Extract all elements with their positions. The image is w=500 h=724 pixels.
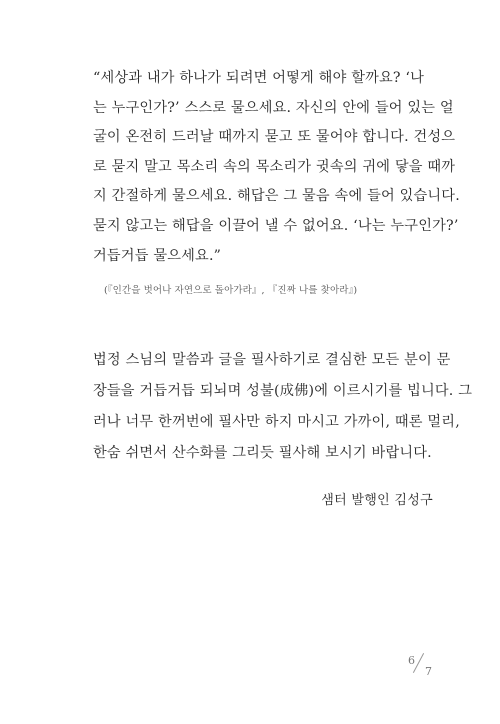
quote-line: 는 누구인가?’ 스스로 물으세요. 자신의 안에 들어 있는 얼 <box>93 99 454 116</box>
total-pages: 7 <box>425 665 432 678</box>
intro-line: 법정 스님의 말씀과 글을 필사하기로 결심한 모든 분이 문 <box>93 352 451 368</box>
quote-line: 묻지 않고는 해답을 이끌어 낼 수 없어요. ‘나는 누구인가?’ <box>93 217 459 234</box>
page-number <box>408 652 438 682</box>
current-page: 6 <box>408 654 415 667</box>
quote-line: 로 묻지 말고 목소리 속의 목소리가 귓속의 귀에 닿을 때까 <box>93 158 456 175</box>
quote-line: 굴이 온전히 드러날 때까지 묻고 또 물어야 합니다. 건성으 <box>93 129 456 146</box>
intro-paragraph <box>93 345 473 469</box>
quote-line: 거듭거듭 물으세요.” <box>93 247 222 264</box>
quote-line: “세상과 내가 하나가 되려면 어떻게 해야 할까요? ‘나 <box>93 70 425 86</box>
publisher-signature: 샘터 발행인 김성구 <box>321 493 433 508</box>
intro-line: 한숨 쉬면서 산수화를 그리듯 필사해 보시기 바랍니다. <box>93 445 432 461</box>
quote-source: (『인간을 벗어나 자연으로 돌아가라』, 『진짜 나를 찾아라』) <box>104 285 358 296</box>
quote-block <box>93 64 460 271</box>
intro-line: 러나 너무 한꺼번에 필사만 하지 마시고 가까이, 때론 멀리, <box>93 414 460 430</box>
intro-line: 장들을 거듭거듭 되뇌며 성불(成佛)에 이르시기를 빕니다. 그 <box>93 383 473 399</box>
quote-line: 지 간절하게 물으세요. 해답은 그 물음 속에 들어 있습니다. <box>93 188 460 205</box>
